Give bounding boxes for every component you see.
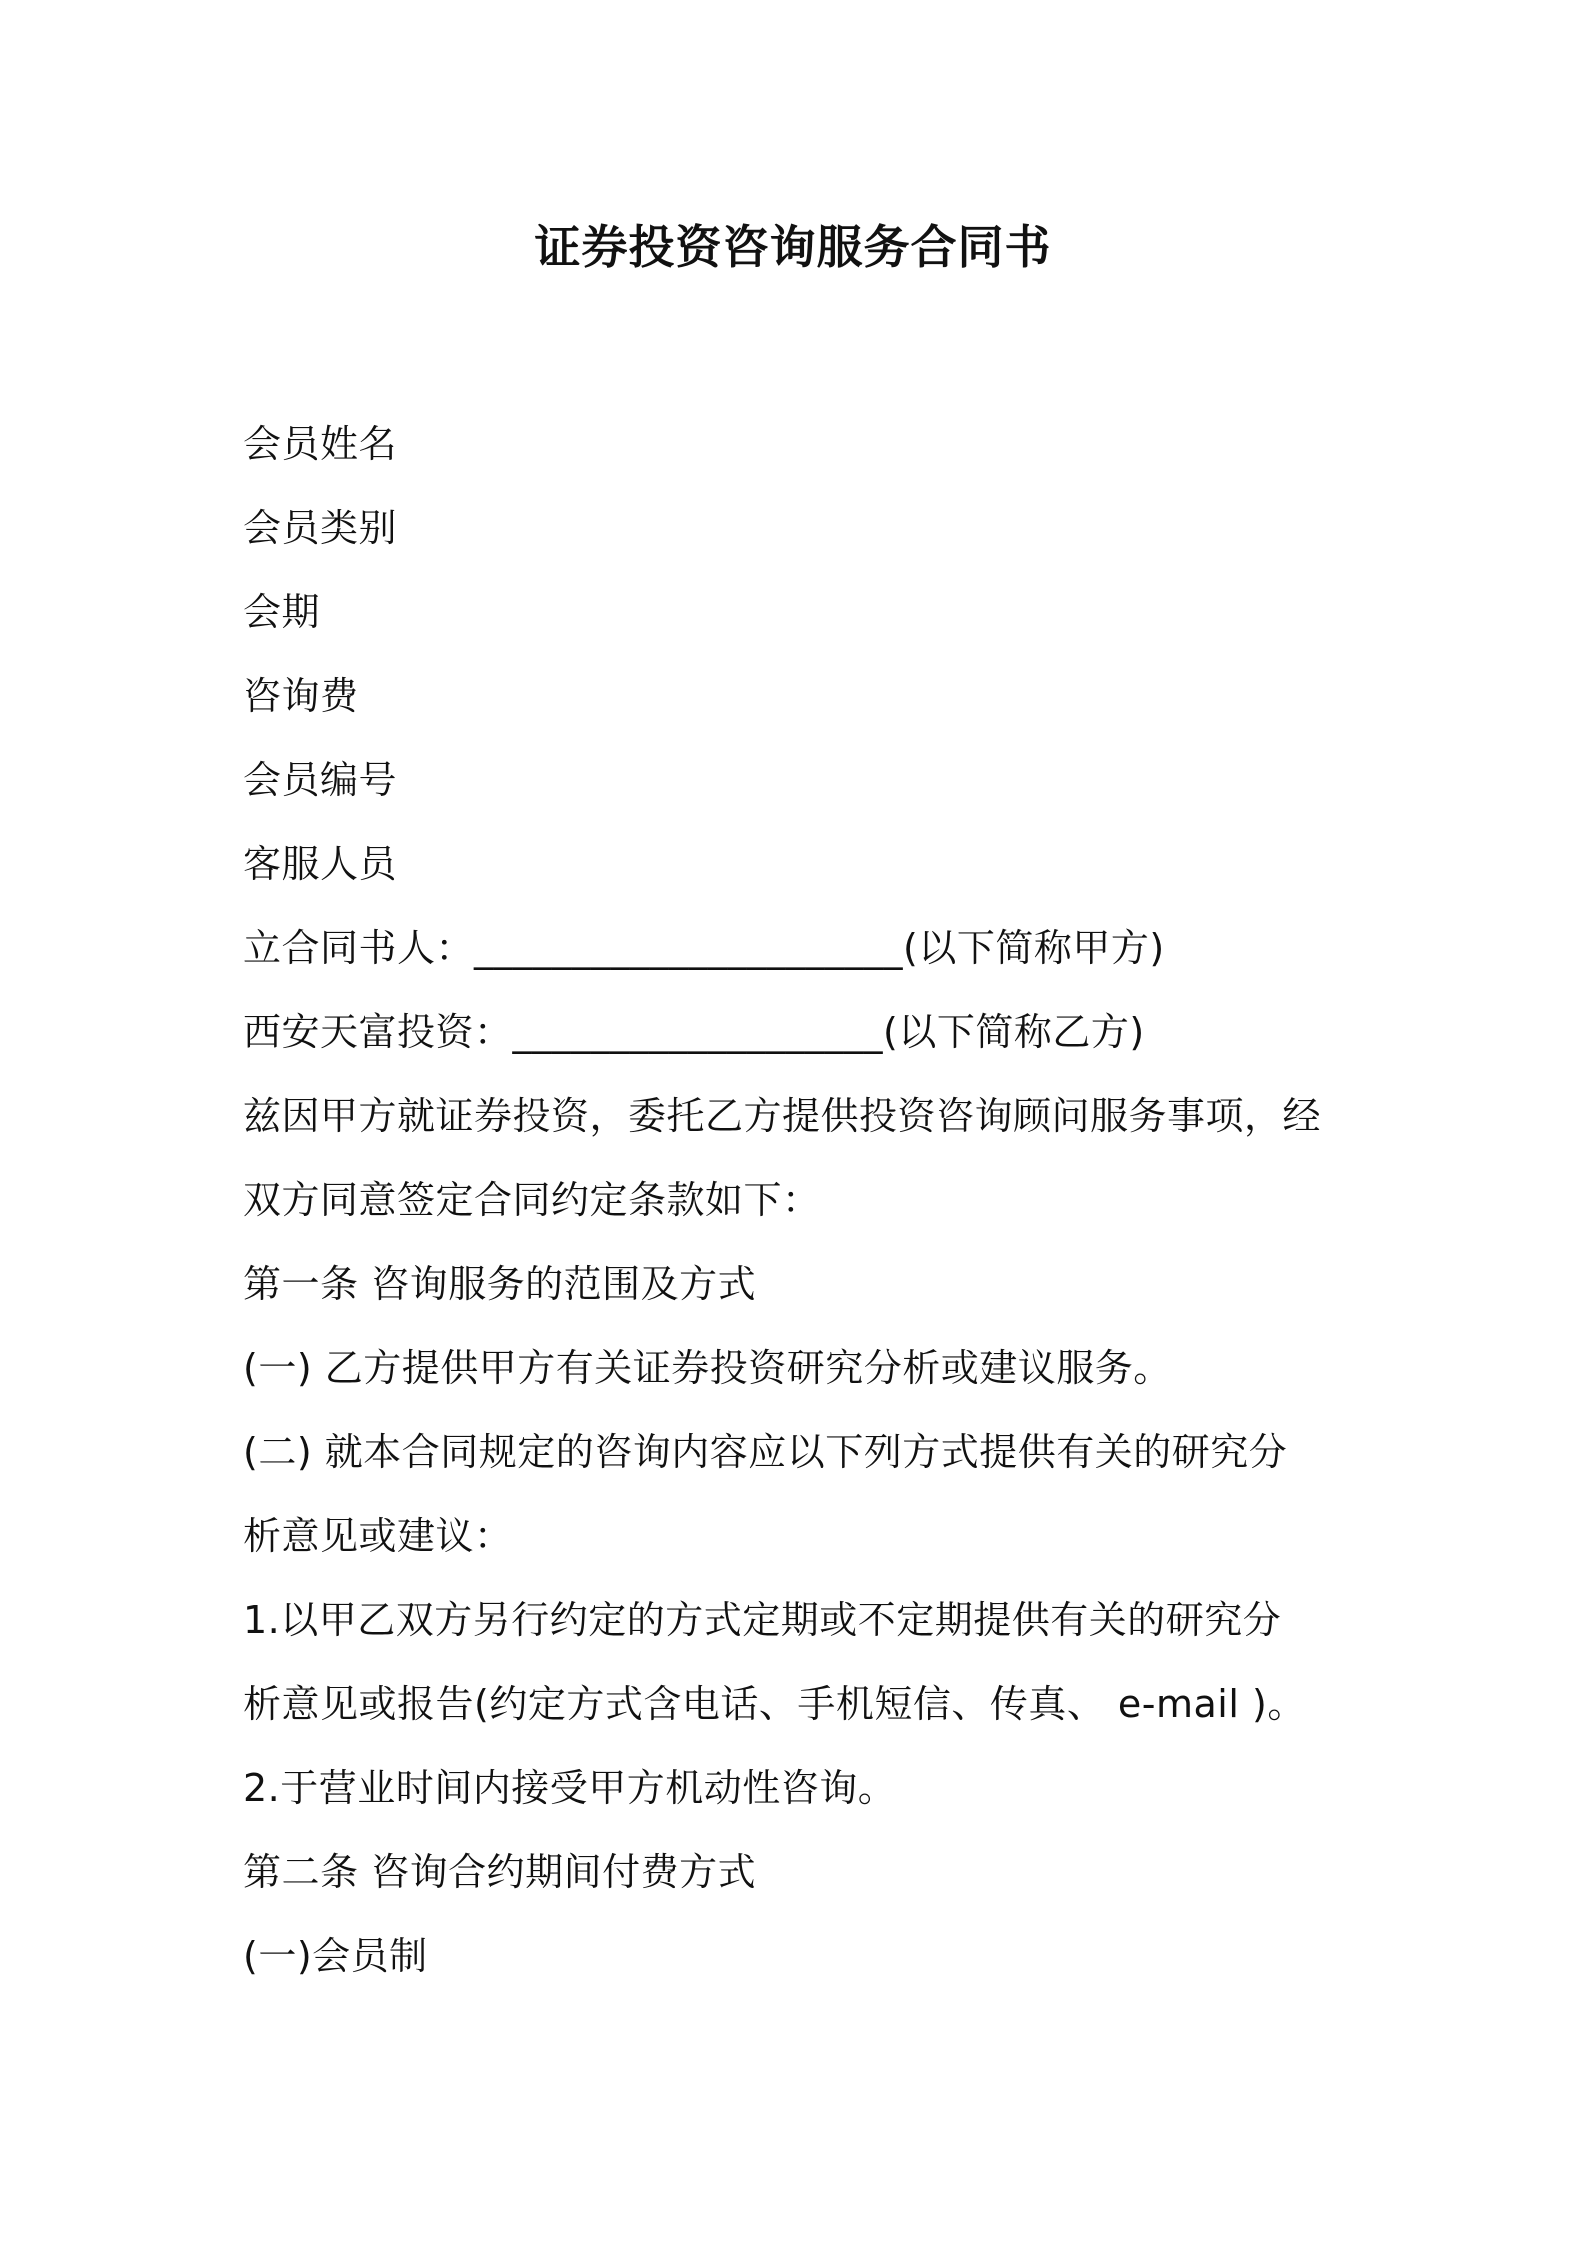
article-2-clause-1: (一)会员制 [243, 1934, 428, 1978]
article-1-item-1-line-2: 析意见或报告(约定方式含电话、手机短信、传真、 e-mail )。 [243, 1682, 1306, 1726]
field-member-number: 会员编号 [243, 758, 398, 802]
preamble-line-2: 双方同意签定合同约定条款如下： [243, 1178, 821, 1222]
article-1-clause-2-line-1: (二) 就本合同规定的咨询内容应以下列方式提供有关的研究分 [243, 1430, 1288, 1474]
field-customer-service: 客服人员 [243, 842, 398, 886]
article-1-heading: 第一条 咨询服务的范围及方式 [243, 1262, 757, 1306]
party-a-line: 立合同书人：______________________(以下简称甲方) [243, 926, 1165, 970]
party-b-line: 西安天富投资：___________________(以下简称乙方) [243, 1010, 1145, 1054]
article-1-clause-1: (一) 乙方提供甲方有关证券投资研究分析或建议服务。 [243, 1346, 1172, 1390]
article-1-item-2: 2.于营业时间内接受甲方机动性咨询。 [243, 1766, 897, 1810]
field-consulting-fee: 咨询费 [243, 674, 359, 718]
field-member-name: 会员姓名 [243, 422, 398, 466]
article-1-item-1-line-1: 1.以甲乙双方另行约定的方式定期或不定期提供有关的研究分 [243, 1598, 1282, 1642]
document-body [243, 402, 1363, 1998]
document-title: 证券投资咨询服务合同书 [534, 220, 1052, 274]
field-membership-period: 会期 [243, 590, 321, 634]
field-member-category: 会员类别 [243, 506, 398, 550]
preamble-line-1: 兹因甲方就证券投资，委托乙方提供投资咨询顾问服务事项，经 [243, 1094, 1322, 1138]
article-1-clause-2-line-2: 析意见或建议： [243, 1514, 513, 1558]
article-2-heading: 第二条 咨询合约期间付费方式 [243, 1850, 757, 1894]
